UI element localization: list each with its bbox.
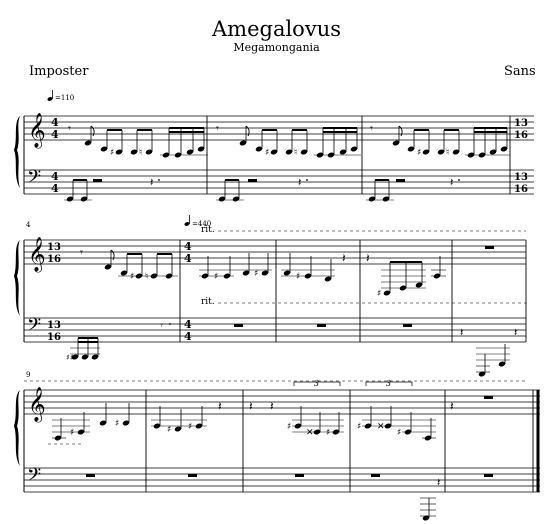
system-3 xyxy=(14,371,540,521)
svg-text:3: 3 xyxy=(386,379,392,388)
measure-3-bass xyxy=(366,176,460,202)
time-signature-change xyxy=(184,240,192,343)
svg-text:𝄾: 𝄾 xyxy=(216,122,219,135)
svg-text:♯: ♯ xyxy=(70,428,75,438)
measure-2-bass xyxy=(216,176,308,202)
measure-number: 4 xyxy=(26,221,31,229)
whole-rest xyxy=(188,474,197,477)
tempo-text: =110 xyxy=(55,94,75,102)
svg-text:♯: ♯ xyxy=(296,272,301,282)
measure-11-treble xyxy=(249,379,344,438)
svg-text:𝄽: 𝄽 xyxy=(150,176,154,189)
svg-text:𝄽: 𝄽 xyxy=(249,399,253,413)
svg-text:4: 4 xyxy=(51,128,59,141)
svg-text:𝄽: 𝄽 xyxy=(366,251,370,265)
measure-12-treble xyxy=(357,379,436,441)
svg-text:4: 4 xyxy=(184,252,192,265)
svg-text:♯: ♯ xyxy=(265,148,270,158)
treble-clef-icon: 𝄞 xyxy=(28,237,46,272)
svg-text:𝄾: 𝄾 xyxy=(370,122,373,135)
svg-text:16: 16 xyxy=(514,130,528,141)
svg-text:16: 16 xyxy=(514,184,528,195)
system-1 xyxy=(14,90,534,202)
measure-10-treble xyxy=(151,399,222,435)
svg-text:𝄽: 𝄽 xyxy=(437,476,441,489)
svg-text:4: 4 xyxy=(51,170,59,183)
svg-text:♯♯: ♯♯ xyxy=(66,353,74,362)
svg-text:𝄽: 𝄽 xyxy=(514,326,518,339)
svg-text:𝄽: 𝄽 xyxy=(450,399,454,413)
measure-6-treble xyxy=(281,251,346,282)
treble-staff-3 xyxy=(24,390,540,414)
bass-staff-2 xyxy=(24,318,526,342)
piece-subtitle: Megamonganіa xyxy=(233,41,320,54)
svg-text:4: 4 xyxy=(51,116,59,129)
svg-text:16: 16 xyxy=(47,332,61,343)
svg-text:4: 4 xyxy=(184,318,192,331)
whole-rest xyxy=(317,324,326,327)
svg-text:♮: ♮ xyxy=(139,148,143,158)
svg-text:16: 16 xyxy=(47,254,61,265)
grand-staff-brace xyxy=(14,116,20,188)
svg-text:13: 13 xyxy=(47,320,61,331)
measure-8-bass xyxy=(460,326,517,377)
grand-staff-brace xyxy=(14,240,20,316)
whole-rest xyxy=(403,324,412,327)
arranger-credit: Imposter xyxy=(29,64,89,79)
svg-text:♮: ♮ xyxy=(446,148,450,158)
svg-text:♯: ♯ xyxy=(397,428,402,438)
treble-clef-icon: 𝄞 xyxy=(28,113,46,148)
svg-text:𝄾: 𝄾 xyxy=(68,122,71,135)
whole-rest xyxy=(234,324,243,327)
svg-text:𝄾: 𝄾 xyxy=(80,246,83,259)
svg-text:3: 3 xyxy=(314,379,320,388)
svg-text:=440: =440 xyxy=(192,220,212,228)
svg-text:♯: ♯ xyxy=(188,422,193,432)
svg-text:♯: ♯ xyxy=(115,419,120,429)
whole-rest xyxy=(295,474,304,477)
svg-text:♯: ♯ xyxy=(326,428,331,438)
svg-text:♮: ♮ xyxy=(145,272,149,282)
measure-1-bass xyxy=(64,176,160,202)
treble-clef-icon: 𝄞 xyxy=(28,387,46,422)
svg-text:𝄽: 𝄽 xyxy=(450,176,454,189)
grand-staff-brace xyxy=(14,390,20,466)
svg-text:♯: ♯ xyxy=(167,425,172,435)
svg-text:♯: ♯ xyxy=(110,148,115,158)
svg-text:♯: ♯ xyxy=(287,422,292,432)
svg-text:♮: ♮ xyxy=(294,148,298,158)
composer-credit: Sans xyxy=(504,64,536,79)
svg-text:4: 4 xyxy=(51,182,59,195)
svg-text:𝄾: 𝄾 xyxy=(160,319,163,332)
svg-text:4: 4 xyxy=(184,330,192,343)
svg-text:✕: ✕ xyxy=(306,428,314,438)
treble-staff-2 xyxy=(24,240,526,264)
whole-rest xyxy=(485,246,494,249)
measure-number: 9 xyxy=(26,371,31,379)
ritardando-mark-lower: rit. xyxy=(201,297,215,307)
tempo-mark xyxy=(47,90,74,102)
bass-clef-icon: 𝄢 xyxy=(27,167,42,192)
bass-clef-icon: 𝄢 xyxy=(27,465,42,490)
svg-text:13: 13 xyxy=(514,172,528,183)
svg-text:𝄽: 𝄽 xyxy=(298,176,302,189)
measure-12-bass xyxy=(371,474,440,521)
piece-title: Amegalovus xyxy=(212,17,341,41)
svg-text:♯: ♯ xyxy=(254,269,259,279)
whole-rest xyxy=(86,474,95,477)
time-signature xyxy=(51,116,59,195)
measure-4-bass xyxy=(66,319,171,362)
measure-9-treble xyxy=(48,403,130,444)
svg-text:✕: ✕ xyxy=(377,422,385,432)
svg-text:13: 13 xyxy=(47,242,61,253)
time-signature xyxy=(47,242,61,343)
svg-text:♯: ♯ xyxy=(417,148,422,158)
svg-text:13: 13 xyxy=(514,118,528,129)
svg-text:♯: ♯ xyxy=(357,422,362,432)
svg-text:𝄽: 𝄽 xyxy=(270,399,274,413)
svg-text:♯: ♯ xyxy=(377,289,382,299)
ritardando-mark: rit. xyxy=(201,225,215,235)
measure-5-treble xyxy=(199,253,272,282)
svg-text:♯: ♯ xyxy=(130,272,135,282)
system-2 xyxy=(14,215,526,377)
svg-text:4: 4 xyxy=(184,240,192,253)
svg-text:𝄽: 𝄽 xyxy=(460,326,464,339)
courtesy-time-signature xyxy=(514,118,528,195)
svg-text:♯: ♯ xyxy=(214,272,219,282)
treble-staff-1 xyxy=(24,116,534,140)
bass-clef-icon: 𝄢 xyxy=(27,315,42,340)
svg-text:𝄽: 𝄽 xyxy=(342,251,346,265)
svg-text:𝄽: 𝄽 xyxy=(218,399,222,413)
bass-staff-3 xyxy=(24,468,540,492)
